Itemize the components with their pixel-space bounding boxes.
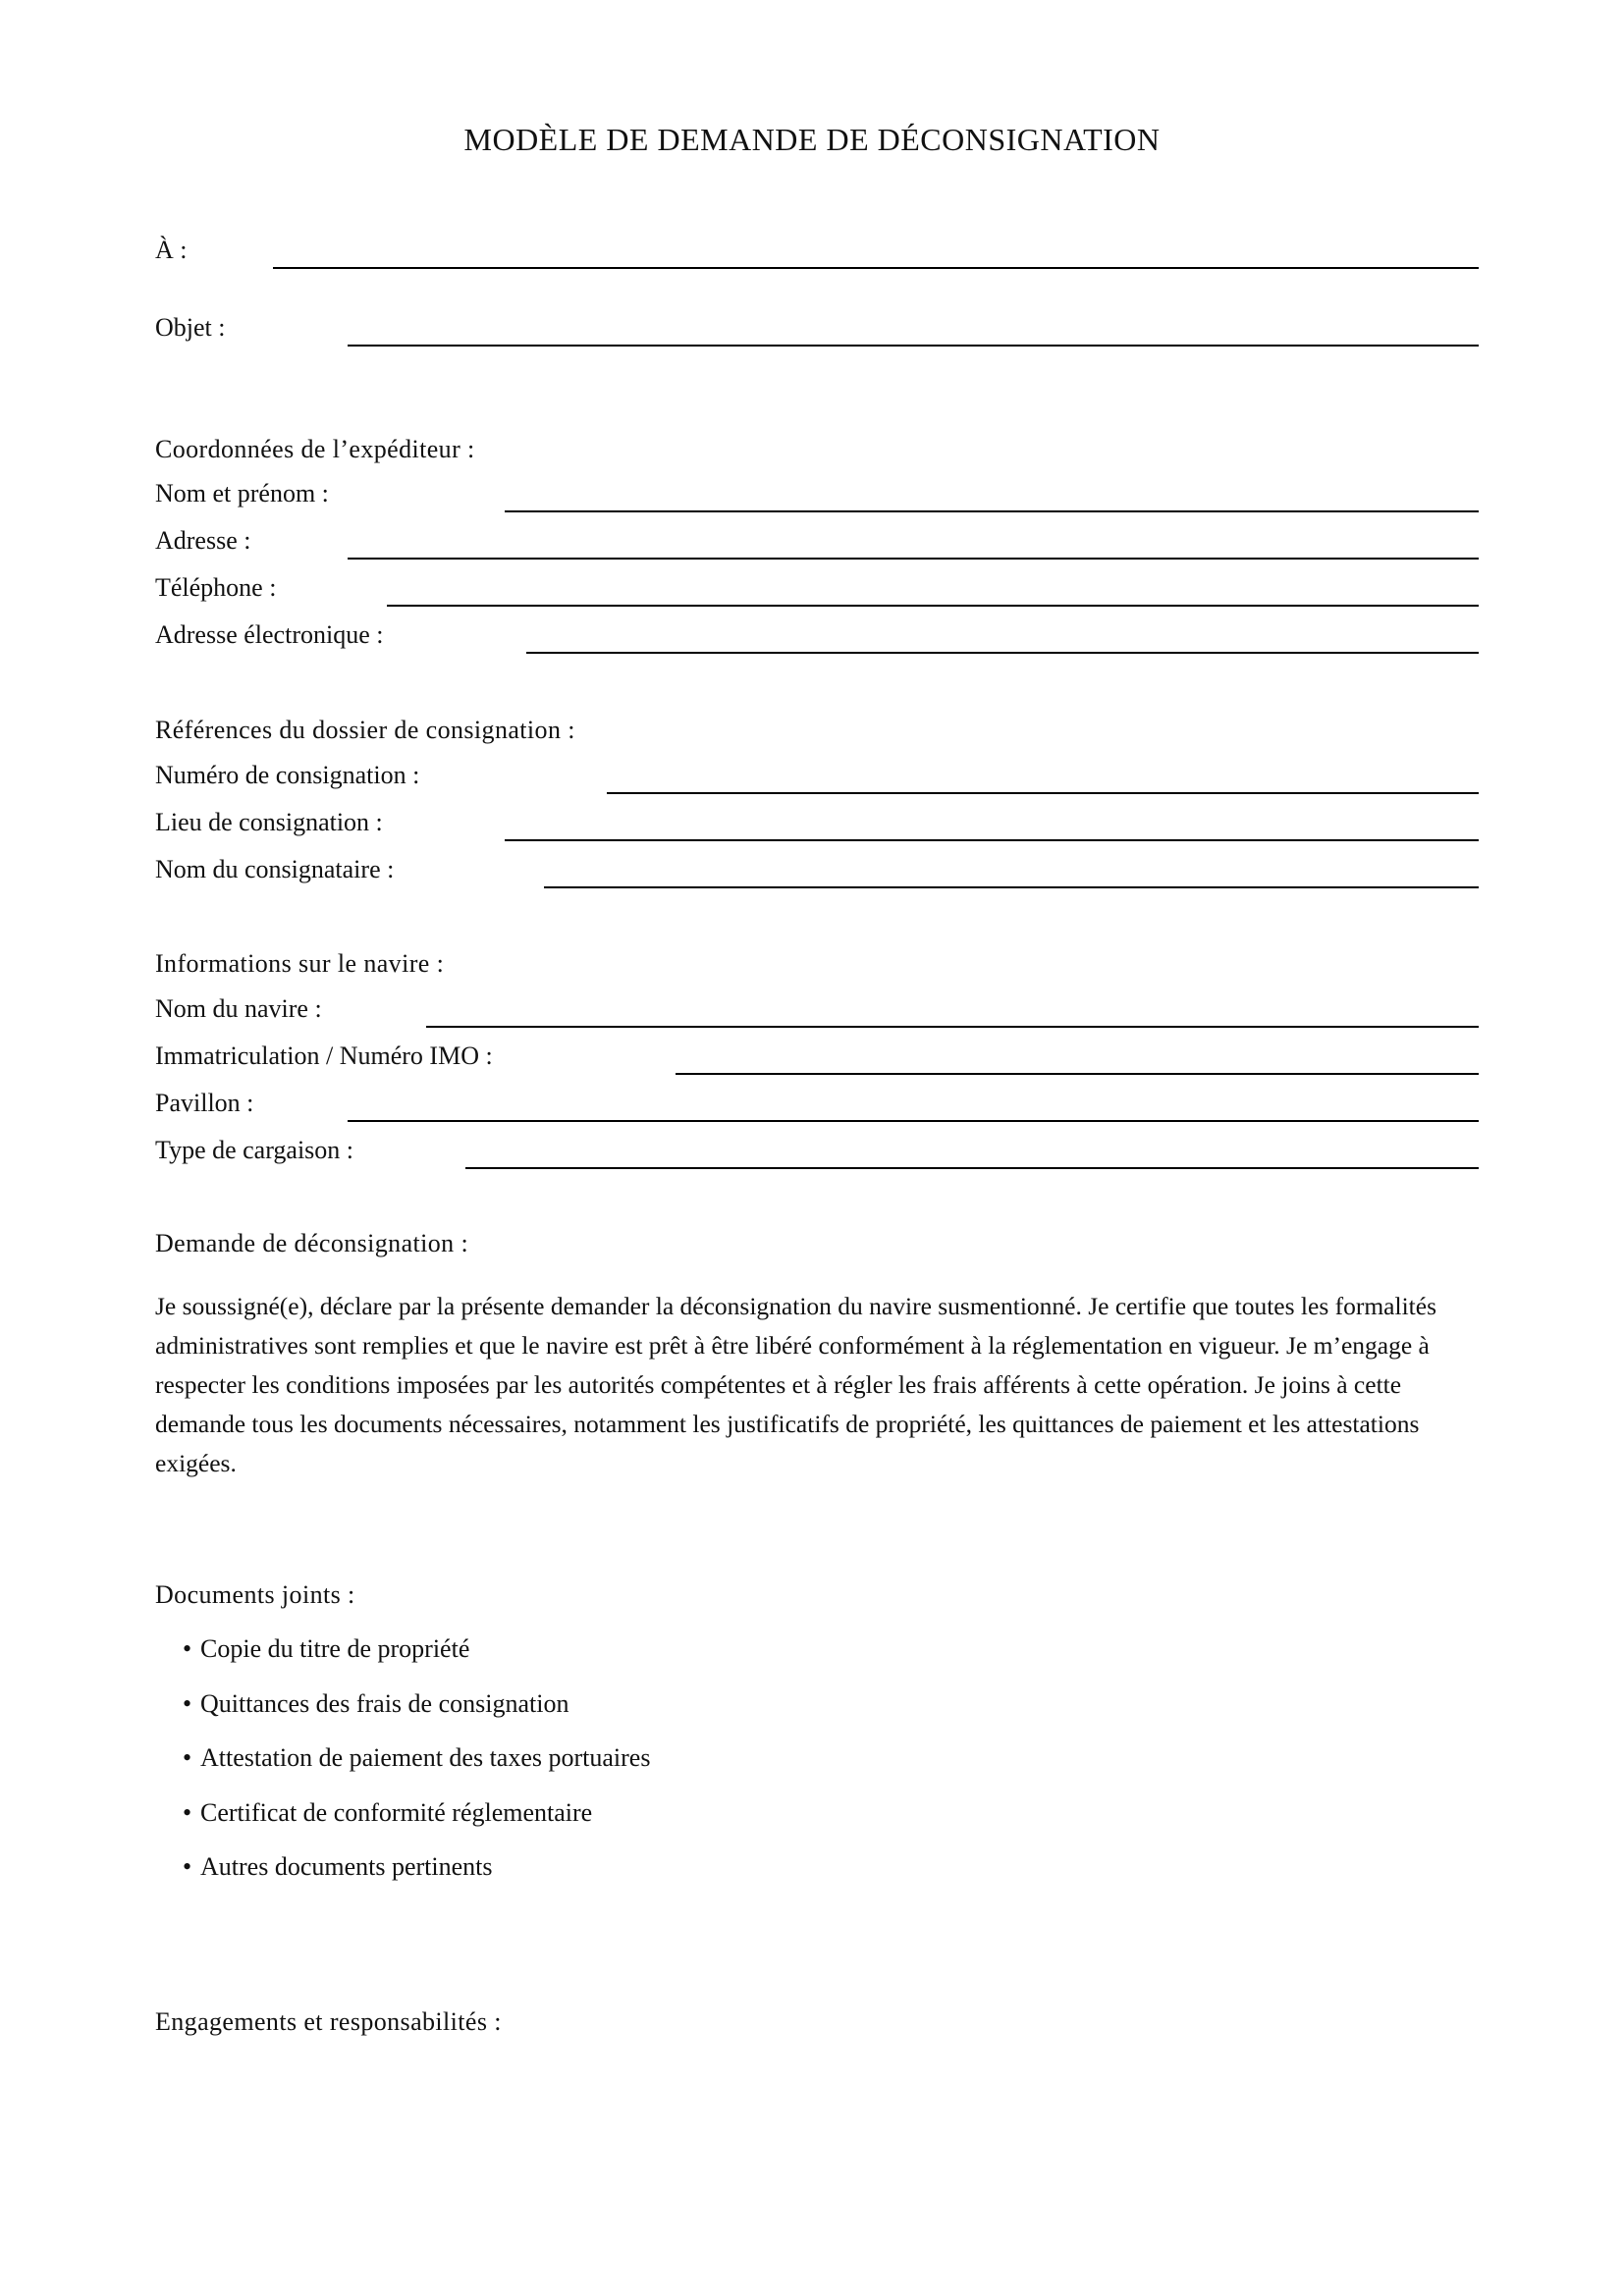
field-line-objet[interactable]	[348, 345, 1479, 347]
list-item-label: Quittances des frais de consignation	[200, 1688, 569, 1718]
bullet-icon: •	[183, 1634, 192, 1663]
field-line-adresse[interactable]	[348, 558, 1479, 560]
field-label-nom-navire: Nom du navire :	[155, 994, 322, 1023]
field-label-telephone: Téléphone :	[155, 573, 277, 602]
field-nom-navire	[155, 994, 1479, 1034]
field-line-nom-navire[interactable]	[426, 1026, 1479, 1028]
list-item-label: Autres documents pertinents	[200, 1852, 493, 1881]
field-label-pavillon: Pavillon :	[155, 1089, 254, 1117]
field-nom-consignataire	[155, 855, 1479, 894]
bullet-icon: •	[183, 1797, 192, 1827]
field-label-adresse: Adresse :	[155, 526, 251, 555]
field-label-adresse-electronique: Adresse électronique :	[155, 620, 384, 649]
document-title: MODÈLE DE DEMANDE DE DÉCONSIGNATION	[463, 122, 1161, 157]
bullet-icon: •	[183, 1743, 192, 1772]
section-heading-demande: Demande de déconsignation :	[155, 1229, 469, 1257]
field-destinataire	[155, 236, 1479, 275]
bullet-icon: •	[183, 1852, 192, 1881]
field-label-immatriculation: Immatriculation / Numéro IMO :	[155, 1041, 493, 1070]
field-line-telephone[interactable]	[387, 605, 1479, 607]
list-item-label: Attestation de paiement des taxes portuaires	[200, 1743, 651, 1772]
documents-list	[183, 1629, 650, 1902]
field-label-type-cargaison: Type de cargaison :	[155, 1136, 354, 1164]
list-item	[183, 1847, 650, 1902]
field-line-destinataire[interactable]	[273, 267, 1479, 269]
section-heading-expediteur: Coordonnées de l’expéditeur :	[155, 435, 475, 463]
field-label-objet: Objet :	[155, 313, 226, 342]
demande-paragraph: Je soussigné(e), déclare par la présente demander la déconsignation du navire susmentionné. Je certifie que toutes les formalités administratives sont remplies et que le navire est prêt à être libéré conformément à la réglementation en vigueur. Je m’engage à respecter les conditions imposées par les autorités compétentes et à régler les frais afférents à cette opération. Je joins à cette demande tous les documents nécessaires, notamment les justificatifs de propriété, les quittances de paiement et les attestations exigées.	[155, 1292, 1436, 1477]
field-line-adresse-electronique[interactable]	[526, 652, 1479, 654]
field-label-lieu-consignation: Lieu de consignation :	[155, 808, 383, 836]
section-heading-documents: Documents joints :	[155, 1580, 355, 1609]
list-item	[183, 1738, 650, 1793]
field-telephone	[155, 573, 1479, 613]
field-adresse-electronique	[155, 620, 1479, 660]
section-heading-dossier: Références du dossier de consignation :	[155, 716, 575, 744]
list-item	[183, 1684, 650, 1739]
field-immatriculation	[155, 1041, 1479, 1081]
field-label-destinataire: À :	[155, 236, 188, 264]
field-label-nom-consignataire: Nom du consignataire :	[155, 855, 395, 883]
field-line-type-cargaison[interactable]	[465, 1167, 1479, 1169]
section-heading-engagements: Engagements et responsabilités :	[155, 2007, 502, 2036]
field-line-lieu-consignation[interactable]	[505, 839, 1479, 841]
list-item	[183, 1793, 650, 1848]
field-line-immatriculation[interactable]	[676, 1073, 1479, 1075]
field-type-cargaison	[155, 1136, 1479, 1175]
field-adresse	[155, 526, 1479, 565]
list-item-label: Copie du titre de propriété	[200, 1634, 470, 1663]
field-line-nom-prenom[interactable]	[505, 510, 1479, 512]
field-line-nom-consignataire[interactable]	[544, 886, 1479, 888]
field-line-pavillon[interactable]	[348, 1120, 1479, 1122]
section-heading-navire: Informations sur le navire :	[155, 949, 445, 978]
list-item-label: Certificat de conformité réglementaire	[200, 1797, 593, 1827]
field-objet	[155, 313, 1479, 352]
bullet-icon: •	[183, 1688, 192, 1718]
field-lieu-consignation	[155, 808, 1479, 847]
field-label-numero-consignation: Numéro de consignation :	[155, 761, 420, 789]
field-line-numero-consignation[interactable]	[607, 792, 1479, 794]
field-numero-consignation	[155, 761, 1479, 800]
field-nom-prenom	[155, 479, 1479, 518]
field-pavillon	[155, 1089, 1479, 1128]
field-label-nom-prenom: Nom et prénom :	[155, 479, 329, 507]
list-item	[183, 1629, 650, 1684]
